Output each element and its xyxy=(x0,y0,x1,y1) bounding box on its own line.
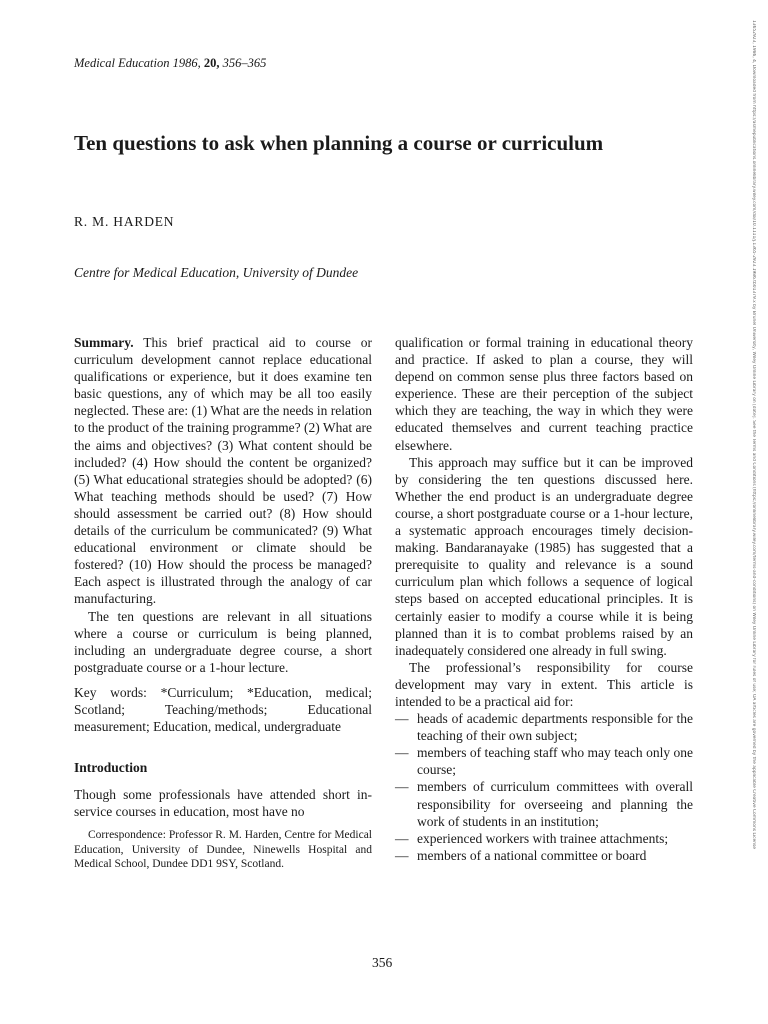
left-column xyxy=(74,334,372,872)
journal-name: Medical Education xyxy=(74,56,170,70)
summary-text: This brief practical aid to course or curriculum development cannot replace educational qualifications or experience, but it does examine ten basic questions, any of which may be all too easily neglected. These are: (1) What are the needs in relation to the product of the training programme? (2) What are the aims and objectives? (3) What content should be included? (4) How should the content be organized? (5) What educational strategies should be adopted? (6) What teaching methods should be used? (7) How should assessment be carried out? (8) How should details of the curriculum be communicated? (9) What educational environment or climate should be fostered? (10) How should the process be managed? Each aspect is illustrated through the analogy of car manufacturing. xyxy=(74,335,372,607)
author: R. M. HARDEN xyxy=(74,214,175,229)
journal-pages: 356–365 xyxy=(222,56,267,70)
right-column xyxy=(395,334,693,864)
download-margin-note: 13652923, 1986, 4, Downloaded from https://asmepublications.onlinelibrary.wiley.com/doi/10.1111/j.1365-2923.1986.tb01379.x by Brunel University, Wiley Online Library on [date]. See the Terms and Conditions (https://onlinelibrary.wiley.com/terms-and-conditions) on Wiley Online Library for rules of use; OA articles are governed by the applicable Creative Commons License xyxy=(751,20,756,850)
list-item: — members of curriculum committees with overall responsibility for overseeing and planning the work of students in an institution; xyxy=(395,779,693,829)
body-paragraph-3: The professional’s responsibility for course development may vary in extent. This article is intended to be a practical aid for: xyxy=(395,659,693,709)
list-item: — members of teaching staff who may teach only one course; xyxy=(395,745,693,778)
audience-list xyxy=(395,710,693,864)
journal-volume: 20, xyxy=(203,56,220,70)
dash-marker: — xyxy=(395,830,409,846)
correspondence-note: Correspondence: Professor R. M. Harden, Centre for Medical Education, University of Dundee, Ninewells Hospital and Medical School, Dundee DD1 9SY, Scotland. xyxy=(74,829,372,871)
page-number: 356 xyxy=(372,955,393,970)
article-title: Ten questions to ask when planning a course or curriculum xyxy=(74,131,604,155)
dash-marker: — xyxy=(395,745,409,761)
list-item: — heads of academic departments responsible for the teaching of their own subject; xyxy=(395,711,693,744)
summary-paragraph-2: The ten questions are relevant in all situations where a course or curriculum is being planned, including an undergraduate degree course, a short postgraduate course or a 1-hour lecture. xyxy=(74,608,372,675)
summary-paragraph xyxy=(74,334,372,608)
dash-marker: — xyxy=(395,711,409,727)
body-paragraph-2: This approach may suffice but it can be improved by considering the ten questions discussed here. Whether the end product is an undergraduate degree course, a short postgraduate course or a 1-hour lecture, a systematic approach encourages timely decision-making. Bandaranayake (1985) has suggested that a prerequisite to quality and relevance is a sound curriculum plan which follows a sequence of logical steps based on accepted educational principles. It is certainly easier to modify a course while it is being planned than it is to combat problems raised by an inadequately considered one already in full swing. xyxy=(395,454,693,658)
list-item: — experienced workers with trainee attachments; xyxy=(395,830,669,846)
journal-citation xyxy=(74,56,266,71)
introduction-heading: Introduction xyxy=(74,760,148,776)
dash-marker: — xyxy=(395,779,409,795)
body-paragraph-1: qualification or formal training in educational theory and practice. If asked to plan a course, they will depend on common sense plus three factors based on experience. These are their perception of the subject which they are teaching, the way in which they were educated themselves and current teaching practice elsewhere. xyxy=(395,335,693,453)
affiliation: Centre for Medical Education, University of Dundee xyxy=(74,265,359,280)
keywords: Key words: *Curriculum; *Education, medical; Scotland; Teaching/methods; Educational measurement; Education, medical, undergraduate xyxy=(74,684,372,735)
summary-label: Summary. xyxy=(74,335,134,350)
list-item: — members of a national committee or board xyxy=(395,847,647,863)
journal-year: 1986, xyxy=(172,56,201,70)
dash-marker: — xyxy=(395,847,409,863)
introduction-text: Though some professionals have attended short in-service courses in education, most have no xyxy=(74,787,372,820)
